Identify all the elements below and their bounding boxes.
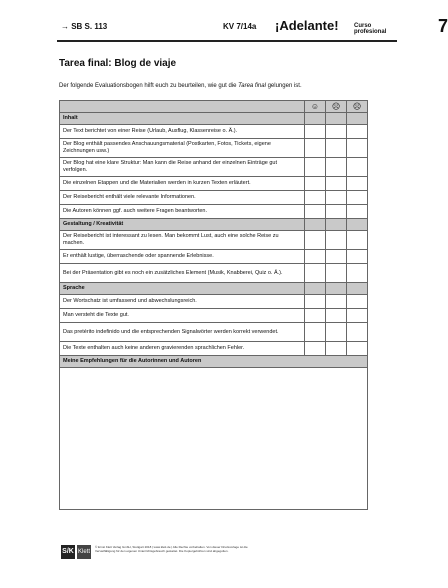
criterion-row bbox=[60, 231, 368, 250]
rating-checkbox-cell[interactable] bbox=[347, 295, 368, 309]
table-header-row bbox=[60, 101, 368, 113]
section-empty-cell bbox=[347, 283, 368, 295]
copyright-notice: © Ernst Klett Verlag GmbH, Stuttgart 2018 | www.klett.de | Alle Rechte vorbehalten. Von dieser Druckvorlage ist die Vervielfältigung für den eigenen Unterrichtsgebrauch gestattet. Die Kopiergebühren sind abgegolten. bbox=[95, 545, 248, 553]
happy-face-icon: ☺ bbox=[305, 101, 326, 113]
rating-checkbox-cell[interactable] bbox=[305, 250, 326, 264]
rating-checkbox-cell[interactable] bbox=[347, 125, 368, 139]
publisher-logo-icon: S/K bbox=[61, 545, 75, 559]
criterion-row bbox=[60, 125, 368, 139]
rating-checkbox-cell[interactable] bbox=[326, 309, 347, 323]
rating-checkbox-cell[interactable] bbox=[305, 295, 326, 309]
criterion-row bbox=[60, 250, 368, 264]
rating-checkbox-cell[interactable] bbox=[326, 139, 347, 158]
recommendations-title: Meine Empfehlungen für die Autorinnen und Autoren bbox=[60, 356, 368, 368]
criterion-text: Der Blog hat eine klare Struktur: Man kann die Reise anhand der einzelnen Einträge gut verfolgen. bbox=[60, 158, 305, 177]
page-title: Tarea final: Blog de viaje bbox=[59, 58, 177, 69]
page-footer bbox=[61, 545, 261, 561]
criterion-text: Die einzelnen Etappen und die Materialien werden in kurzen Texten erläutert. bbox=[60, 177, 305, 191]
section-row bbox=[60, 219, 368, 231]
rating-checkbox-cell[interactable] bbox=[305, 177, 326, 191]
recommendations-row bbox=[60, 368, 368, 510]
rating-checkbox-cell[interactable] bbox=[305, 231, 326, 250]
section-empty-cell bbox=[326, 113, 347, 125]
section-title: Inhalt bbox=[60, 113, 305, 125]
rating-checkbox-cell[interactable] bbox=[305, 205, 326, 219]
criterion-row bbox=[60, 309, 368, 323]
rating-checkbox-cell[interactable] bbox=[305, 191, 326, 205]
rating-checkbox-cell[interactable] bbox=[347, 323, 368, 342]
rating-checkbox-cell[interactable] bbox=[326, 177, 347, 191]
criterion-text: Die Autoren können ggf. auch weitere Fragen beantworten. bbox=[60, 205, 305, 219]
criterion-row bbox=[60, 158, 368, 177]
rating-checkbox-cell[interactable] bbox=[305, 342, 326, 356]
rating-checkbox-cell[interactable] bbox=[347, 158, 368, 177]
rating-checkbox-cell[interactable] bbox=[305, 264, 326, 283]
course-name: Curso profesional bbox=[354, 23, 387, 35]
criterion-text: Der Wortschatz ist umfassend und abwechslungsreich. bbox=[60, 295, 305, 309]
book-title: ¡Adelante! bbox=[275, 18, 339, 33]
section-empty-cell bbox=[305, 113, 326, 125]
criterion-row bbox=[60, 342, 368, 356]
rating-checkbox-cell[interactable] bbox=[326, 231, 347, 250]
recommendations-header-row bbox=[60, 356, 368, 368]
neutral-face-icon: ☹ bbox=[326, 101, 347, 113]
rating-checkbox-cell[interactable] bbox=[326, 205, 347, 219]
section-empty-cell bbox=[347, 113, 368, 125]
criterion-row bbox=[60, 191, 368, 205]
worksheet-code: KV 7/14a bbox=[223, 22, 257, 31]
criterion-text: Das pretérito indefinido und die entsprechenden Signalwörter werden korrekt verwendet. bbox=[60, 323, 305, 342]
criterion-text: Der Reisebericht enthält viele relevante Informationen. bbox=[60, 191, 305, 205]
intro-text: Der folgende Evaluationsbogen hilft euch zu beurteilen, wie gut die Tarea final gelungen ist. bbox=[59, 83, 302, 89]
rating-checkbox-cell[interactable] bbox=[326, 264, 347, 283]
rating-checkbox-cell[interactable] bbox=[347, 177, 368, 191]
rating-checkbox-cell[interactable] bbox=[347, 309, 368, 323]
section-empty-cell bbox=[347, 219, 368, 231]
sad-face-icon: ☹ bbox=[347, 101, 368, 113]
page-header bbox=[57, 16, 448, 42]
evaluation-table bbox=[59, 100, 368, 510]
rating-checkbox-cell[interactable] bbox=[347, 205, 368, 219]
rating-checkbox-cell[interactable] bbox=[347, 250, 368, 264]
criterion-row bbox=[60, 323, 368, 342]
rating-checkbox-cell[interactable] bbox=[347, 231, 368, 250]
intro-emphasis: Tarea final bbox=[238, 83, 266, 89]
section-title: Gestaltung / Kreativität bbox=[60, 219, 305, 231]
criterion-row bbox=[60, 205, 368, 219]
section-title: Sprache bbox=[60, 283, 305, 295]
klett-logo-icon: Klett bbox=[77, 545, 91, 559]
section-empty-cell bbox=[305, 283, 326, 295]
criterion-text: Man versteht die Texte gut. bbox=[60, 309, 305, 323]
rating-checkbox-cell[interactable] bbox=[326, 191, 347, 205]
section-row bbox=[60, 113, 368, 125]
criterion-text: Bei der Präsentation gibt es noch ein zusätzliches Element (Musik, Knabberei, Quiz o. Ä.). bbox=[60, 264, 305, 283]
criterion-row bbox=[60, 264, 368, 283]
criterion-text: Der Reisebericht ist interessant zu lesen. Man bekommt Lust, auch eine solche Reise zu machen. bbox=[60, 231, 305, 250]
rating-checkbox-cell[interactable] bbox=[326, 250, 347, 264]
section-empty-cell bbox=[326, 283, 347, 295]
rating-checkbox-cell[interactable] bbox=[326, 125, 347, 139]
section-empty-cell bbox=[305, 219, 326, 231]
criterion-text: Die Texte enthalten auch keine anderen gravierenden sprachlichen Fehler. bbox=[60, 342, 305, 356]
rating-checkbox-cell[interactable] bbox=[347, 342, 368, 356]
criterion-row bbox=[60, 295, 368, 309]
section-row bbox=[60, 283, 368, 295]
criterion-row bbox=[60, 177, 368, 191]
textbook-reference: → SB S. 113 bbox=[61, 22, 108, 31]
rating-checkbox-cell[interactable] bbox=[305, 139, 326, 158]
section-empty-cell bbox=[326, 219, 347, 231]
rating-checkbox-cell[interactable] bbox=[305, 323, 326, 342]
rating-checkbox-cell[interactable] bbox=[326, 323, 347, 342]
criterion-text: Der Text berichtet von einer Reise (Urlaub, Ausflug, Klassenreise o. Ä.). bbox=[60, 125, 305, 139]
rating-checkbox-cell[interactable] bbox=[347, 139, 368, 158]
unit-number: 7 bbox=[438, 16, 448, 36]
rating-checkbox-cell[interactable] bbox=[326, 158, 347, 177]
rating-checkbox-cell[interactable] bbox=[305, 125, 326, 139]
criterion-row bbox=[60, 139, 368, 158]
rating-checkbox-cell[interactable] bbox=[305, 309, 326, 323]
recommendations-text-area[interactable] bbox=[60, 368, 368, 510]
criterion-text: Der Blog enthält passendes Anschauungsmaterial (Postkarten, Fotos, Tickets, eigene Zeichnungen usw.) bbox=[60, 139, 305, 158]
rating-checkbox-cell[interactable] bbox=[347, 191, 368, 205]
rating-checkbox-cell[interactable] bbox=[326, 295, 347, 309]
rating-checkbox-cell[interactable] bbox=[347, 264, 368, 283]
criterion-text: Er enthält lustige, überraschende oder spannende Erlebnisse. bbox=[60, 250, 305, 264]
rating-checkbox-cell[interactable] bbox=[305, 158, 326, 177]
rating-checkbox-cell[interactable] bbox=[326, 342, 347, 356]
header-blank-cell bbox=[60, 101, 305, 113]
